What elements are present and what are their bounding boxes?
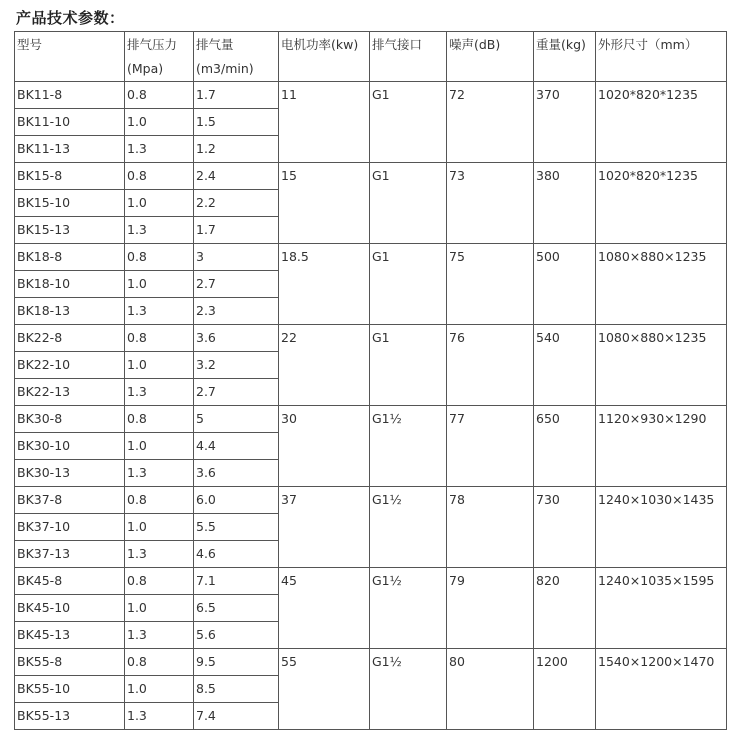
pressure-cell: 1.0: [125, 676, 194, 703]
port-cell: G1½: [370, 649, 447, 730]
table-row: [15, 82, 727, 109]
port-cell: G1½: [370, 487, 447, 568]
header-noise-label: 噪声(dB): [449, 37, 501, 52]
pressure-cell: 0.8: [125, 325, 194, 352]
header-noise: [447, 32, 534, 82]
model-cell: BK30-13: [15, 460, 125, 487]
header-pressure: [125, 32, 194, 82]
header-row: [15, 32, 727, 82]
header-flow-label: 排气量: [196, 37, 234, 52]
pressure-cell: 1.3: [125, 217, 194, 244]
flow-cell: 3.2: [194, 352, 279, 379]
pressure-cell: 1.3: [125, 298, 194, 325]
weight-cell: 380: [534, 163, 596, 244]
pressure-cell: 1.0: [125, 433, 194, 460]
model-cell: BK18-13: [15, 298, 125, 325]
pressure-cell: 0.8: [125, 487, 194, 514]
size-cell: 1120×930×1290: [596, 406, 727, 487]
pressure-cell: 1.0: [125, 271, 194, 298]
model-cell: BK11-13: [15, 136, 125, 163]
pressure-cell: 0.8: [125, 649, 194, 676]
pressure-cell: 0.8: [125, 163, 194, 190]
header-size: [596, 32, 727, 82]
flow-cell: 2.7: [194, 379, 279, 406]
pressure-cell: 1.0: [125, 352, 194, 379]
table-row: [15, 163, 727, 190]
header-size-label: 外形尺寸（mm）: [598, 37, 698, 52]
model-cell: BK15-13: [15, 217, 125, 244]
model-cell: BK15-8: [15, 163, 125, 190]
noise-cell: 79: [447, 568, 534, 649]
model-cell: BK15-10: [15, 190, 125, 217]
model-cell: BK11-10: [15, 109, 125, 136]
model-cell: BK30-10: [15, 433, 125, 460]
noise-cell: 76: [447, 325, 534, 406]
header-power-label: 电机功率(kw): [281, 37, 359, 52]
pressure-cell: 1.3: [125, 136, 194, 163]
flow-cell: 3.6: [194, 325, 279, 352]
pressure-cell: 0.8: [125, 82, 194, 109]
pressure-cell: 1.3: [125, 460, 194, 487]
port-cell: G1: [370, 82, 447, 163]
size-cell: 1540×1200×1470: [596, 649, 727, 730]
model-cell: BK55-13: [15, 703, 125, 730]
table-row: [15, 244, 727, 271]
page-title: 产品技术参数：: [16, 9, 125, 27]
flow-cell: 3: [194, 244, 279, 271]
model-cell: BK22-8: [15, 325, 125, 352]
header-power: [279, 32, 370, 82]
power-cell: 55: [279, 649, 370, 730]
flow-cell: 2.3: [194, 298, 279, 325]
header-port: [370, 32, 447, 82]
model-cell: BK55-8: [15, 649, 125, 676]
header-flow-unit: (m3/min): [196, 61, 254, 76]
pressure-cell: 1.0: [125, 595, 194, 622]
noise-cell: 73: [447, 163, 534, 244]
header-model-label: 型号: [17, 37, 43, 52]
size-cell: 1020*820*1235: [596, 82, 727, 163]
power-cell: 37: [279, 487, 370, 568]
spec-table: [14, 31, 727, 730]
model-cell: BK45-13: [15, 622, 125, 649]
noise-cell: 80: [447, 649, 534, 730]
power-cell: 45: [279, 568, 370, 649]
model-cell: BK18-8: [15, 244, 125, 271]
model-cell: BK30-8: [15, 406, 125, 433]
pressure-cell: 1.3: [125, 541, 194, 568]
flow-cell: 1.2: [194, 136, 279, 163]
weight-cell: 540: [534, 325, 596, 406]
pressure-cell: 1.0: [125, 190, 194, 217]
flow-cell: 2.2: [194, 190, 279, 217]
model-cell: BK18-10: [15, 271, 125, 298]
table-row: [15, 649, 727, 676]
pressure-cell: 0.8: [125, 568, 194, 595]
header-weight: [534, 32, 596, 82]
pressure-cell: 1.3: [125, 379, 194, 406]
model-cell: BK22-10: [15, 352, 125, 379]
header-pressure-label: 排气压力: [127, 37, 178, 52]
port-cell: G1½: [370, 406, 447, 487]
power-cell: 30: [279, 406, 370, 487]
port-cell: G1: [370, 325, 447, 406]
model-cell: BK37-13: [15, 541, 125, 568]
flow-cell: 6.0: [194, 487, 279, 514]
power-cell: 22: [279, 325, 370, 406]
model-cell: BK55-10: [15, 676, 125, 703]
flow-cell: 3.6: [194, 460, 279, 487]
flow-cell: 1.7: [194, 82, 279, 109]
noise-cell: 78: [447, 487, 534, 568]
weight-cell: 820: [534, 568, 596, 649]
header-weight-label: 重量(kg): [536, 37, 586, 52]
model-cell: BK37-8: [15, 487, 125, 514]
size-cell: 1080×880×1235: [596, 325, 727, 406]
pressure-cell: 0.8: [125, 244, 194, 271]
model-cell: BK45-8: [15, 568, 125, 595]
table-row: [15, 568, 727, 595]
size-cell: 1240×1035×1595: [596, 568, 727, 649]
size-cell: 1080×880×1235: [596, 244, 727, 325]
weight-cell: 730: [534, 487, 596, 568]
flow-cell: 5: [194, 406, 279, 433]
size-cell: 1020*820*1235: [596, 163, 727, 244]
noise-cell: 75: [447, 244, 534, 325]
flow-cell: 6.5: [194, 595, 279, 622]
pressure-cell: 0.8: [125, 406, 194, 433]
weight-cell: 650: [534, 406, 596, 487]
noise-cell: 72: [447, 82, 534, 163]
flow-cell: 9.5: [194, 649, 279, 676]
flow-cell: 1.5: [194, 109, 279, 136]
model-cell: BK37-10: [15, 514, 125, 541]
model-cell: BK22-13: [15, 379, 125, 406]
port-cell: G1: [370, 244, 447, 325]
power-cell: 11: [279, 82, 370, 163]
flow-cell: 7.1: [194, 568, 279, 595]
header-flow: [194, 32, 279, 82]
flow-cell: 2.7: [194, 271, 279, 298]
size-cell: 1240×1030×1435: [596, 487, 727, 568]
weight-cell: 370: [534, 82, 596, 163]
flow-cell: 5.6: [194, 622, 279, 649]
pressure-cell: 1.3: [125, 622, 194, 649]
flow-cell: 5.5: [194, 514, 279, 541]
model-cell: BK11-8: [15, 82, 125, 109]
flow-cell: 4.4: [194, 433, 279, 460]
flow-cell: 2.4: [194, 163, 279, 190]
power-cell: 18.5: [279, 244, 370, 325]
pressure-cell: 1.0: [125, 109, 194, 136]
pressure-cell: 1.0: [125, 514, 194, 541]
weight-cell: 1200: [534, 649, 596, 730]
model-cell: BK45-10: [15, 595, 125, 622]
header-model: [15, 32, 125, 82]
table-row: [15, 406, 727, 433]
flow-cell: 1.7: [194, 217, 279, 244]
port-cell: G1: [370, 163, 447, 244]
pressure-cell: 1.3: [125, 703, 194, 730]
header-pressure-unit: (Mpa): [127, 61, 164, 76]
noise-cell: 77: [447, 406, 534, 487]
weight-cell: 500: [534, 244, 596, 325]
power-cell: 15: [279, 163, 370, 244]
spec-table-body: [15, 32, 727, 730]
header-port-label: 排气接口: [372, 37, 423, 52]
flow-cell: 4.6: [194, 541, 279, 568]
port-cell: G1½: [370, 568, 447, 649]
table-row: [15, 487, 727, 514]
table-row: [15, 325, 727, 352]
flow-cell: 7.4: [194, 703, 279, 730]
flow-cell: 8.5: [194, 676, 279, 703]
